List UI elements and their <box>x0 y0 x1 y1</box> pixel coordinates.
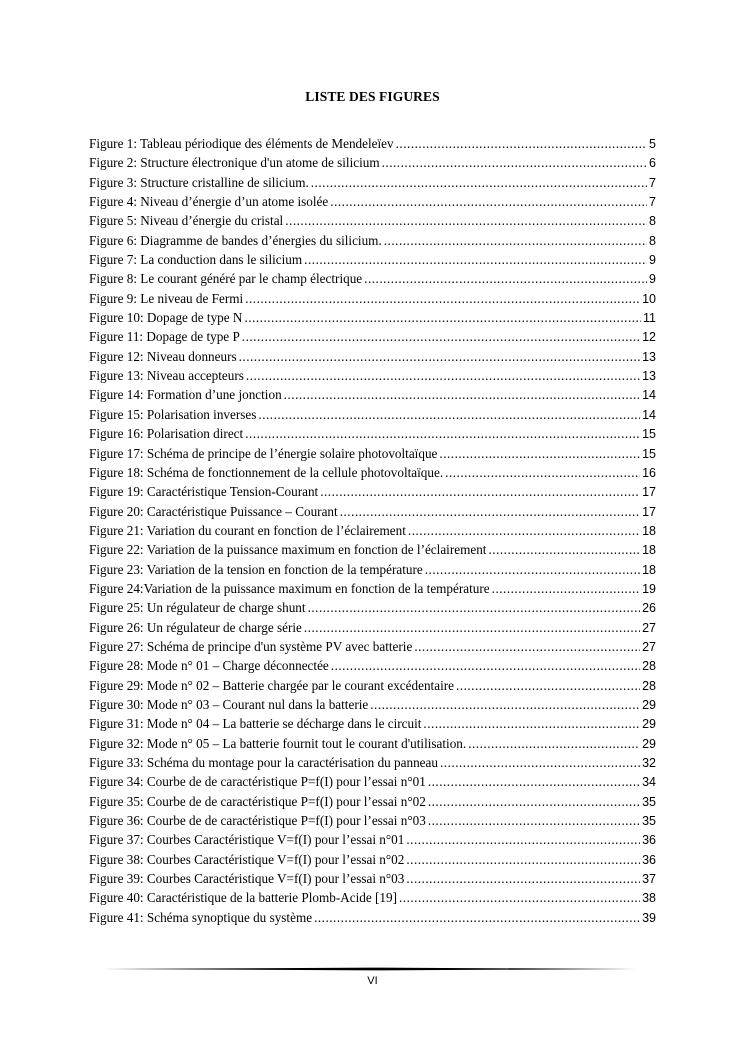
toc-entry-page-number: 35 <box>642 814 656 829</box>
toc-entry <box>89 463 656 482</box>
toc-entry-page-number: 14 <box>642 407 656 422</box>
toc-entry-page-number: 18 <box>642 523 656 538</box>
toc-entry-label: Figure 28: Mode n° 01 – Charge déconnectée <box>89 658 329 674</box>
toc-entry-page-number: 35 <box>642 794 656 809</box>
toc-entry-page-number: 39 <box>642 910 656 925</box>
toc-entry-label: Figure 9: Le niveau de Fermi <box>89 290 244 306</box>
toc-dot-leader <box>456 676 640 695</box>
toc-entry <box>89 695 656 714</box>
toc-entry <box>89 676 656 695</box>
toc-entry-page-number: 29 <box>642 697 656 712</box>
toc-entry <box>89 579 656 598</box>
toc-entry-label: Figure 19: Caractéristique Tension-Courant <box>89 484 319 500</box>
toc-entry-label: Figure 11: Dopage de type P <box>89 329 240 345</box>
toc-entry-page-number: 8 <box>649 233 656 248</box>
toc-entry-label: Figure 20: Caractéristique Puissance – Courant <box>89 503 338 519</box>
toc-entry-label: Figure 37: Courbes Caractéristique V=f(I) pour l’essai n°01 <box>89 832 405 848</box>
toc-entry-label: Figure 27: Schéma de principe d'un système PV avec batterie <box>89 638 413 654</box>
toc-entry-page-number: 18 <box>642 543 656 558</box>
toc-dot-leader <box>423 714 640 733</box>
toc-entry <box>89 753 656 772</box>
toc-dot-leader <box>364 269 647 288</box>
toc-entry-label: Figure 10: Dopage de type N <box>89 310 243 326</box>
toc-entry-page-number: 13 <box>642 349 656 364</box>
toc-dot-leader <box>384 231 647 250</box>
toc-entry-label: Figure 36: Courbe de de caractéristique P=f(I) pour l’essai n°03 <box>89 813 426 829</box>
toc-dot-leader <box>406 869 640 888</box>
toc-entry-page-number: 34 <box>642 775 656 790</box>
toc-dot-leader <box>370 695 640 714</box>
toc-entry <box>89 211 656 230</box>
toc-dot-leader <box>304 618 640 637</box>
toc-entry-label: Figure 3: Structure cristalline de silicium. <box>89 174 309 190</box>
toc-entry-label: Figure 16: Polarisation direct <box>89 426 244 442</box>
toc-entry-page-number: 7 <box>649 175 656 190</box>
toc-dot-leader <box>439 444 640 463</box>
toc-entry <box>89 269 656 288</box>
toc-entry <box>89 598 656 617</box>
toc-entry <box>89 560 656 579</box>
toc-dot-leader <box>468 734 640 753</box>
toc-entry-label: Figure 18: Schéma de fonctionnement de la cellule photovoltaïque. <box>89 464 444 480</box>
toc-entry <box>89 385 656 404</box>
toc-dot-leader <box>406 830 640 849</box>
toc-entry-label: Figure 23: Variation de la tension en fonction de la température <box>89 561 423 577</box>
toc-entry-label: Figure 1: Tableau périodique des éléments de Mendeleïev <box>89 136 394 151</box>
toc-entry-page-number: 29 <box>642 717 656 732</box>
toc-entry-label: Figure 22: Variation de la puissance maximum en fonction de l’éclairement <box>89 542 487 558</box>
toc-entry-page-number: 27 <box>642 639 656 654</box>
toc-dot-leader <box>428 811 640 830</box>
toc-entry-label: Figure 39: Courbes Caractéristique V=f(I) pour l’essai n°03 <box>89 871 405 887</box>
toc-dot-leader <box>440 753 640 772</box>
toc-dot-leader <box>314 908 640 927</box>
toc-entry-page-number: 16 <box>642 465 656 480</box>
toc-entry <box>89 521 656 540</box>
toc-entry <box>89 792 656 811</box>
toc-dot-leader <box>246 366 640 385</box>
toc-entry-page-number: 9 <box>649 253 656 268</box>
toc-entry <box>89 192 656 211</box>
toc-entry-label: Figure 6: Diagramme de bandes d’énergies du silicium. <box>89 232 382 248</box>
toc-entry-label: Figure 2: Structure électronique d'un atome de silicium <box>89 155 380 171</box>
toc-entry <box>89 908 656 927</box>
toc-entry-label: Figure 7: La conduction dans le silicium <box>89 252 303 268</box>
toc-entry-label: Figure 30: Mode n° 03 – Courant nul dans la batterie <box>89 696 369 712</box>
toc-entry <box>89 772 656 791</box>
toc-dot-leader <box>340 502 640 521</box>
toc-dot-leader <box>284 385 640 404</box>
toc-dot-leader <box>245 289 640 308</box>
toc-dot-leader <box>408 521 640 540</box>
toc-entry <box>89 714 656 733</box>
toc-dot-leader <box>239 347 640 366</box>
toc-entry-label: Figure 25: Un régulateur de charge shunt <box>89 600 306 616</box>
toc-entry <box>89 540 656 559</box>
toc-entry <box>89 231 656 250</box>
toc-dot-leader <box>399 888 640 907</box>
toc-dot-leader <box>311 173 647 192</box>
toc-entry <box>89 482 656 501</box>
toc-entry-label: Figure 4: Niveau d’énergie d’un atome isolée <box>89 194 329 210</box>
toc-entry-page-number: 8 <box>649 214 656 229</box>
toc-entry-page-number: 9 <box>649 272 656 287</box>
toc-dot-leader <box>445 463 640 482</box>
toc-entry-page-number: 17 <box>642 485 656 500</box>
toc-dot-leader <box>258 405 640 424</box>
toc-entry <box>89 366 656 385</box>
toc-entry-label: Figure 34: Courbe de de caractéristique P=f(I) pour l’essai n°01 <box>89 774 426 790</box>
toc-entry-label: Figure 35: Courbe de de caractéristique P=f(I) pour l’essai n°02 <box>89 793 426 809</box>
toc-entry <box>89 153 656 172</box>
toc-entry-page-number: 36 <box>642 833 656 848</box>
toc-entry-page-number: 27 <box>642 620 656 635</box>
toc-dot-leader <box>308 598 641 617</box>
toc-dot-leader <box>304 250 647 269</box>
toc-entry-page-number: 10 <box>642 291 656 306</box>
toc-entry-label: Figure 21: Variation du courant en fonction de l’éclairement <box>89 522 406 538</box>
toc-entry-page-number: 15 <box>642 427 656 442</box>
toc-entry <box>89 656 656 675</box>
toc-entry-label: Figure 38: Courbes Caractéristique V=f(I) pour l’essai n°02 <box>89 851 405 867</box>
toc-entry-page-number: 13 <box>642 369 656 384</box>
toc-entry <box>89 869 656 888</box>
toc-entry-page-number: 28 <box>642 678 656 693</box>
toc-entry-label: Figure 12: Niveau donneurs <box>89 348 237 364</box>
toc-dot-leader <box>428 772 640 791</box>
toc-entry-page-number: 36 <box>642 852 656 867</box>
toc-entry <box>89 250 656 269</box>
toc-entry-page-number: 6 <box>649 156 656 171</box>
toc-entry <box>89 347 656 366</box>
toc-entry-label: Figure 13: Niveau accepteurs <box>89 368 244 384</box>
toc-entry <box>89 424 656 443</box>
toc-entry-label: Figure 40: Caractéristique de la batterie Plomb-Acide [19] <box>89 890 397 906</box>
toc-entry-label: Figure 29: Mode n° 02 – Batterie chargée par le courant excédentaire <box>89 677 454 693</box>
toc-dot-leader <box>245 424 640 443</box>
page-title: LISTE DES FIGURES <box>305 89 440 104</box>
toc-entry-label: Figure 8: Le courant généré par le champ électrique <box>89 271 363 287</box>
toc-entry <box>89 327 656 346</box>
toc-entry-page-number: 7 <box>649 195 656 210</box>
toc-entry <box>89 405 656 424</box>
toc-dot-leader <box>406 850 640 869</box>
toc-entry <box>89 134 656 153</box>
toc-entry-label: Figure 41: Schéma synoptique du système <box>89 909 313 925</box>
toc-entry <box>89 830 656 849</box>
toc-entry <box>89 444 656 463</box>
toc-dot-leader <box>330 192 647 211</box>
list-of-figures <box>89 134 656 927</box>
toc-dot-leader <box>425 560 640 579</box>
toc-dot-leader <box>242 327 640 346</box>
toc-entry-page-number: 18 <box>642 562 656 577</box>
footer-rule <box>103 967 641 971</box>
toc-entry-page-number: 15 <box>642 446 656 461</box>
toc-dot-leader <box>320 482 640 501</box>
page-number: VI <box>367 975 378 987</box>
toc-entry <box>89 173 656 192</box>
toc-dot-leader <box>331 656 640 675</box>
toc-dot-leader <box>382 153 647 172</box>
toc-dot-leader <box>244 308 641 327</box>
toc-entry-page-number: 37 <box>642 872 656 887</box>
toc-entry <box>89 502 656 521</box>
toc-entry-label: Figure 17: Schéma de principe de l’énergie solaire photovoltaïque <box>89 445 438 461</box>
toc-entry-label: Figure 14: Formation d’une jonction <box>89 387 282 403</box>
toc-entry-label: Figure 32: Mode n° 05 – La batterie fournit tout le courant d'utilisation. <box>89 735 467 751</box>
toc-entry-page-number: 29 <box>642 736 656 751</box>
toc-entry-label: Figure 15: Polarisation inverses <box>89 406 257 422</box>
toc-entry-label: Figure 33: Schéma du montage pour la caractérisation du panneau <box>89 755 438 770</box>
toc-entry-page-number: 17 <box>642 504 656 519</box>
toc-entry-page-number: 32 <box>642 756 656 770</box>
toc-entry-label: Figure 31: Mode n° 04 – La batterie se décharge dans le circuit <box>89 716 422 732</box>
toc-entry <box>89 850 656 869</box>
toc-entry <box>89 734 656 753</box>
toc-entry <box>89 811 656 830</box>
toc-dot-leader <box>428 792 640 811</box>
toc-entry-page-number: 38 <box>642 891 656 906</box>
toc-entry <box>89 618 656 637</box>
toc-dot-leader <box>488 540 640 559</box>
toc-entry-page-number: 12 <box>642 330 656 345</box>
toc-entry-label: Figure 5: Niveau d’énergie du cristal <box>89 213 284 229</box>
toc-entry-page-number: 14 <box>642 388 656 403</box>
toc-entry <box>89 289 656 308</box>
toc-entry <box>89 888 656 907</box>
toc-dot-leader <box>396 134 647 153</box>
toc-entry-page-number: 5 <box>649 137 656 151</box>
toc-dot-leader <box>414 637 640 656</box>
toc-entry-label: Figure 24:Variation de la puissance maximum en fonction de la température <box>89 580 490 596</box>
toc-entry-page-number: 19 <box>642 581 656 596</box>
toc-entry-page-number: 11 <box>643 311 656 326</box>
toc-entry <box>89 637 656 656</box>
toc-entry-page-number: 28 <box>642 659 656 674</box>
toc-entry-page-number: 26 <box>642 601 656 616</box>
toc-dot-leader <box>492 579 640 598</box>
toc-entry <box>89 308 656 327</box>
toc-entry-label: Figure 26: Un régulateur de charge série <box>89 619 302 635</box>
toc-dot-leader <box>285 211 647 230</box>
